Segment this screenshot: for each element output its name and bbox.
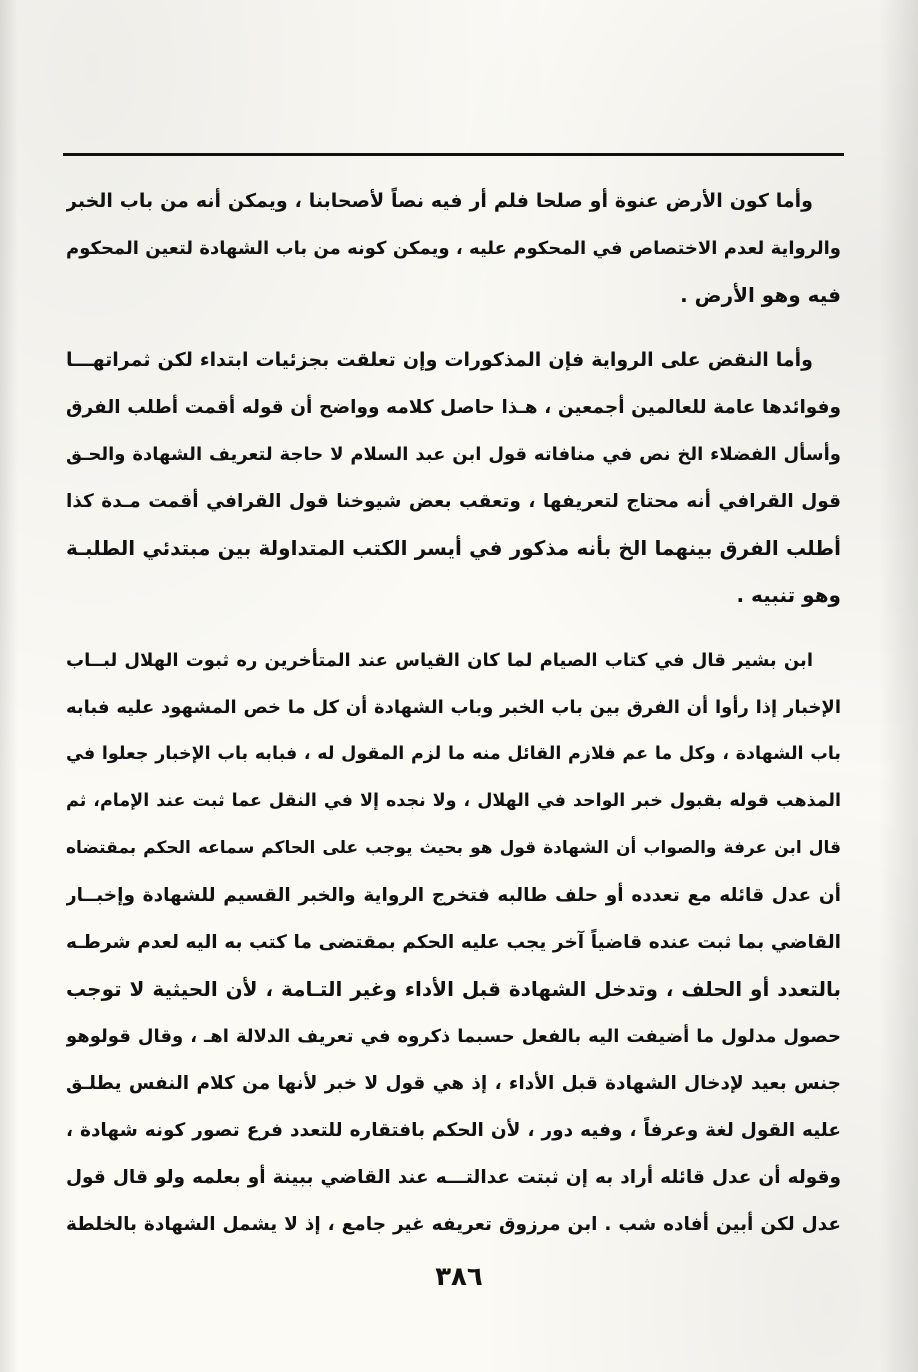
text-line: عدل لكن أبين أفاده شب . ابن مرزوق تعريفه غير جامع ، إذ لا يشمل الشهادة بالخلطة (66, 1214, 841, 1235)
body-text (66, 178, 841, 1248)
text-line: باب الشهادة ، وكل ما عم فلازم القائل منه ما لزم المقول له ، فبابه باب الإخبار جعلوا في (66, 744, 841, 764)
text-line: أطلب الفرق بينهما الخ بأنه مذكور في أيسر الكتب المتداولة بين مبتدئي الطلبـة (66, 536, 841, 560)
text-line: وقوله أن عدل قائله أراد به إن ثبتت عدالتـــه عند القاضي ببينة أو بعلمه ولو قال قول (66, 1167, 841, 1188)
text-line: المذهب قوله بقبول خبر الواحد في الهلال ، ولا نجده إلا في النقل عما ثبت عند الإمام، ثم (66, 791, 841, 811)
text-line: قال ابن عرفة والصواب أن الشهادة قول هو بحيث يوجب على الحاكم سماعه الحكم بمقتضاه (66, 838, 841, 858)
paragraph-2 (66, 337, 841, 619)
text-line: ابن بشير قال في كتاب الصيام لما كان القياس عند المتأخرين ره ثبوت الهلال لبــاب (66, 650, 813, 671)
page-shadow-left (0, 0, 18, 1372)
text-line: الإخبار إذا رأوا أن الفرق بين باب الخبر وباب الشهادة أن كل ما خص المشهود عليه فبابه (66, 697, 841, 718)
text-line: وفوائدها عامة للعالمين أجمعين ، هـذا حاصل كلامه وواضح أن قوله أقمت أطلب الفرق (66, 397, 841, 418)
text-line: فيه وهو الأرض . (680, 283, 841, 307)
paragraph-1 (66, 178, 841, 319)
text-line: جنس بعيد لإدخال الشهادة قبل الأداء ، إذ هي قول لا خبر لأنها من كلام النفس يطلـق (66, 1073, 841, 1094)
text-line: وأما كون الأرض عنوة أو صلحا فلم أر فيه نصاً لأصحابنا ، ويمكن أنه من باب الخبر (66, 190, 813, 212)
page-shadow-right (878, 0, 918, 1372)
text-line: وأما النقض على الرواية فإن المذكورات وإن تعلقت بجزئيات ابتداء لكن ثمراتهـــا (66, 349, 813, 371)
text-line: عليه القول لغة وعرفاً ، وفيه دور ، لأن الحكم بافتقاره للتعدد فرع تصور كونه شهادة ، (66, 1120, 841, 1141)
text-line: والرواية لعدم الاختصاص في المحكوم عليه ، ويمكن كونه من باب الشهادة لتعين المحكوم (66, 238, 841, 259)
text-line: قول القرافي أنه محتاج لتعريفها ، وتعقب بعض شيوخنا قول القرافي أقمت مـدة كذا (66, 491, 841, 512)
text-line: القاضي بما ثبت عنده قاضياً آخر يجب عليه الحكم بمقتضى ما كتب به اليه لعدم شرطـه (66, 932, 841, 953)
text-line: أن عدل قائله مع تعدده أو حلف طالبه فتخرج الرواية والخبر القسيم للشهادة وإخبــار (66, 885, 841, 906)
header-rule (63, 153, 844, 156)
text-line: بالتعدد أو الحلف ، وتدخل الشهادة قبل الأداء وغير التـامة ، لأن الحيثية لا توجب (66, 977, 841, 1001)
paragraph-3 (66, 637, 841, 1248)
text-line: حصول مدلول ما أضيفت اليه بالفعل حسبما ذكروه في تعريف الدلالة اهـ ، وقال قولوهو (66, 1026, 841, 1047)
page-number: ٣٨٦ (435, 1262, 483, 1292)
text-line: وهو تنبيه . (736, 583, 841, 607)
text-line: وأسأل الفضلاء الخ نص في منافاته قول ابن عبد السلام لا حاجة لتعريف الشهادة والحـق (66, 444, 841, 465)
